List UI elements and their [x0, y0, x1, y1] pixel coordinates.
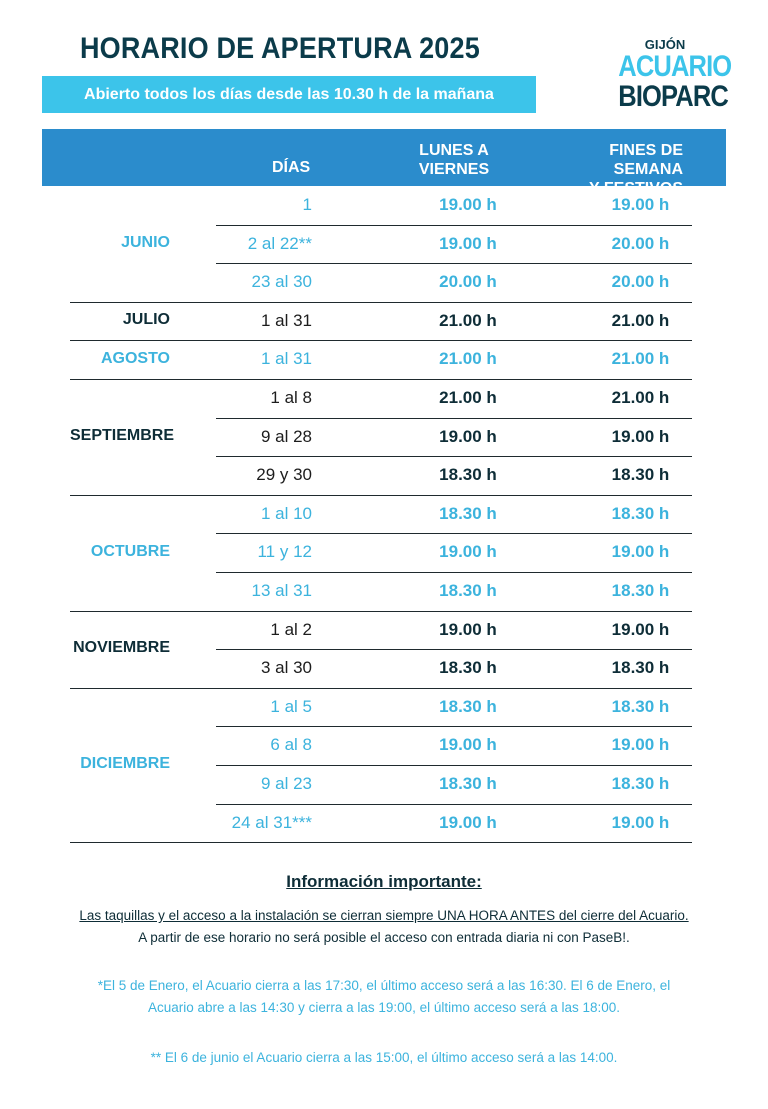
weekend-closing: 18.30 h [611, 658, 670, 678]
days-cell: 29 y 30 [256, 465, 312, 485]
days-cell: 3 al 30 [260, 658, 312, 678]
table-row [216, 495, 692, 534]
header-weekend-line1: FINES DE SEMANA [609, 142, 683, 178]
days-cell: 1 al 10 [260, 503, 312, 523]
header-weekday [400, 141, 508, 179]
month-label: SEPTIEMBRE [70, 426, 175, 444]
info-line-1: Las taquillas y el acceso a la instalación se cierran siempre UNA HORA ANTES del cierre del Acuario. [79, 908, 689, 923]
days-cell: 1 al 31 [260, 310, 312, 330]
table-row [216, 533, 692, 572]
table-row [216, 765, 692, 804]
weekday-closing: 21.00 h [439, 388, 497, 407]
header-weekday-line1: LUNES A [419, 142, 489, 159]
logo-line-2: ACUARIO [618, 50, 732, 83]
weekday-closing: 19.00 h [439, 426, 497, 446]
page-title: HORARIO DE APERTURA 2025 [80, 32, 480, 65]
info-title: Información importante: [286, 872, 482, 891]
weekend-closing: 20.00 h [611, 233, 670, 253]
table-row [216, 225, 692, 264]
weekend-closing: 21.00 h [611, 349, 670, 369]
days-cell: 1 al 31 [260, 349, 312, 369]
table-row [216, 456, 692, 495]
month-label: AGOSTO [100, 349, 170, 367]
weekday-closing: 18.30 h [439, 658, 497, 678]
weekend-closing: 18.30 h [611, 774, 670, 793]
weekday-closing: 19.00 h [439, 619, 497, 639]
month-label: JUNIO [121, 233, 170, 251]
days-cell: 1 al 5 [270, 696, 312, 716]
note-1 [0, 975, 768, 1019]
weekend-closing: 19.00 h [611, 735, 670, 755]
table-row [216, 263, 692, 302]
table-row [216, 302, 692, 341]
table-row [216, 649, 692, 688]
weekend-closing: 19.00 h [611, 426, 670, 446]
month-divider [70, 842, 692, 843]
days-cell: 13 al 31 [251, 581, 312, 600]
days-cell: 9 al 28 [260, 426, 312, 446]
weekend-closing: 18.30 h [611, 503, 670, 523]
weekend-closing: 19.00 h [611, 195, 670, 214]
weekday-closing: 18.30 h [439, 465, 497, 485]
note-1-line-a: *El 5 de Enero, el Acuario cierra a las 17:30, el último acceso será a las 16:30. El 6 de Enero, el [97, 978, 671, 993]
days-cell: 24 al 31*** [231, 812, 312, 832]
table-row [216, 572, 692, 611]
info-text [0, 905, 768, 949]
note-1-line-b: Acuario abre a las 14:30 y cierra a las 19:00, el último acceso será a las 18:00. [147, 1000, 620, 1015]
logo-line-3: BIOPARC [618, 80, 729, 113]
weekend-closing: 19.00 h [611, 619, 670, 639]
weekday-closing: 18.30 h [439, 503, 497, 523]
days-cell: 2 al 22** [247, 233, 312, 253]
note-2: ** El 6 de junio el Acuario cierra a las 15:00, el último acceso será a las 14:00. [150, 1050, 618, 1065]
weekday-closing: 18.30 h [439, 696, 497, 716]
table-row [216, 379, 692, 418]
weekday-closing: 21.00 h [439, 310, 497, 330]
weekend-closing: 18.30 h [611, 696, 670, 716]
table-row [216, 804, 692, 843]
table-row [216, 340, 692, 379]
weekend-closing: 20.00 h [611, 272, 670, 292]
opening-subtitle: Abierto todos los días desde las 10.30 h de la mañana [42, 76, 536, 113]
weekday-closing: 19.00 h [439, 233, 497, 253]
header-weekend-line2: Y FESTIVOS [589, 180, 683, 197]
weekday-closing: 18.30 h [439, 581, 497, 600]
month-label: DICIEMBRE [80, 755, 170, 772]
month-label: JULIO [122, 311, 170, 329]
logo-line-1: GIJÓN [644, 37, 686, 52]
weekend-closing: 21.00 h [611, 388, 670, 407]
table-row [216, 688, 692, 727]
table-row [216, 611, 692, 650]
table-header [42, 129, 726, 197]
weekend-closing: 19.00 h [611, 542, 670, 562]
weekend-closing: 19.00 h [611, 812, 670, 832]
weekday-closing: 19.00 h [439, 812, 497, 832]
days-cell: 1 [302, 195, 312, 214]
weekday-closing: 19.00 h [439, 195, 497, 214]
table-row [216, 726, 692, 765]
table-row [216, 418, 692, 457]
days-cell: 1 al 8 [270, 388, 312, 407]
month-label: OCTUBRE [90, 542, 170, 560]
header-dias: DÍAS [272, 159, 311, 176]
weekend-closing: 18.30 h [611, 581, 670, 600]
table-row [216, 186, 692, 225]
days-cell: 9 al 23 [260, 774, 312, 793]
header-weekday-line2: VIERNES [418, 161, 490, 178]
days-cell: 23 al 30 [251, 272, 312, 292]
weekday-closing: 19.00 h [439, 542, 497, 562]
weekday-closing: 20.00 h [439, 272, 497, 292]
days-cell: 1 al 2 [270, 619, 312, 639]
weekend-closing: 18.30 h [611, 465, 670, 485]
month-label: NOVIEMBRE [73, 639, 170, 657]
weekday-closing: 18.30 h [439, 774, 497, 793]
weekday-closing: 19.00 h [439, 735, 497, 755]
acuario-logo [610, 37, 732, 118]
weekend-closing: 21.00 h [611, 310, 670, 330]
weekday-closing: 21.00 h [439, 349, 497, 369]
days-cell: 6 al 8 [270, 735, 312, 755]
info-line-2: A partir de ese horario no será posible el acceso con entrada diaria ni con PaseB!. [138, 930, 630, 945]
days-cell: 11 y 12 [257, 542, 312, 562]
